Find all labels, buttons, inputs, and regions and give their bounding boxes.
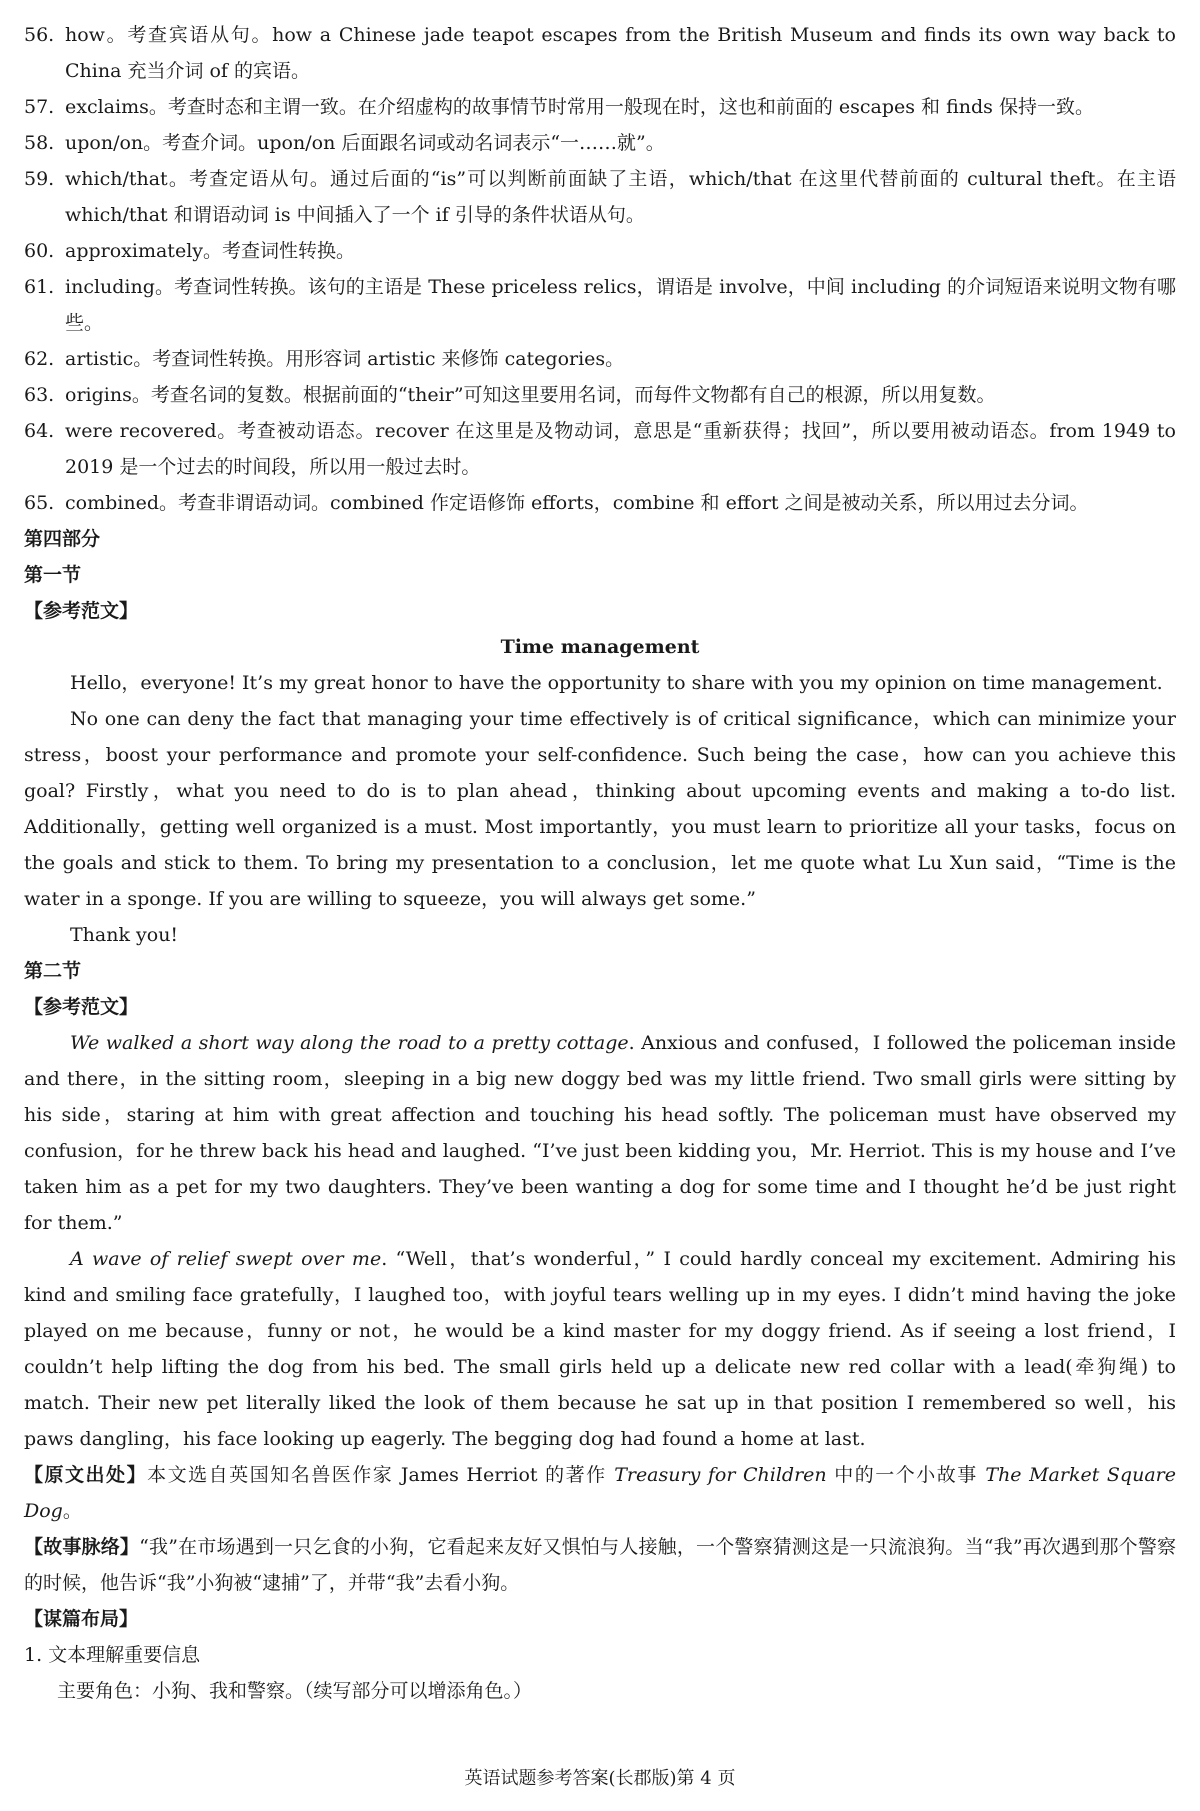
- answer-item-64: [24, 413, 1176, 485]
- item-number: 65.: [24, 492, 55, 514]
- item-text: how。考查宾语从句。how a Chinese jade teapot escapes from the British Museum and finds its own way back to China 充当介词 of 的宾语。: [65, 24, 1176, 82]
- answer-item-61: [24, 269, 1176, 341]
- source-book-title: Treasury for Children: [614, 1464, 827, 1486]
- layout-point-1: 1. 文本理解重要信息: [24, 1644, 201, 1666]
- story-paragraph-1: [24, 1025, 1176, 1241]
- essay-paragraph-1: Hello，everyone! It’s my great honor to have the opportunity to share with you my opinion on time management.: [70, 672, 1163, 694]
- answer-item-63: [24, 377, 1176, 413]
- item-number: 62.: [24, 348, 55, 370]
- essay-paragraph-2: No one can deny the fact that managing your time effectively is of critical significance，which can minimize your stress，boost your performance and promote your self-confidence. Such being the case，how can you achieve this goal? Firstly，what you need to do is to plan ahead，thinking about upcoming events and making a to-do list. Additionally，getting well organized is a must. Most importantly，you must learn to prioritize all your tasks，focus on the goals and stick to them. To bring my presentation to a conclusion，let me quote what Lu Xun said，“Time is the water in a sponge. If you are willing to squeeze，you will always get some.”: [24, 708, 1177, 910]
- sample-label-1: 【参考范文】: [24, 600, 139, 622]
- item-text: combined。考查非谓语动词。combined 作定语修饰 efforts，combine 和 effort 之间是被动关系，所以用过去分词。: [65, 492, 1089, 514]
- item-text: approximately。考查词性转换。: [65, 240, 356, 262]
- story-paragraph-2: [24, 1241, 1176, 1457]
- sample-label-2: 【参考范文】: [24, 996, 139, 1018]
- answer-item-56: [24, 17, 1176, 89]
- story-lead-sentence-1: We walked a short way along the road to a pretty cottage: [70, 1032, 629, 1054]
- item-text: origins。考查名词的复数。根据前面的“their”可知这里要用名词，而每件文物都有自己的根源，所以用复数。: [65, 384, 996, 406]
- item-text: exclaims。考查时态和主谓一致。在介绍虚构的故事情节时常用一般现在时，这也和前面的 escapes 和 finds 保持一致。: [65, 96, 1094, 118]
- source-story-title: The Market Square Dog: [24, 1464, 1176, 1522]
- essay-paragraph-3: Thank you!: [70, 924, 179, 946]
- section-heading-2: 第二节: [24, 960, 82, 982]
- answer-item-59: [24, 161, 1176, 233]
- layout-point-1-detail: 主要角色：小狗、我和警察。（续写部分可以增添角色。）: [57, 1680, 533, 1702]
- source-text-a: 本文选自英国知名兽医作家 James Herriot 的著作: [147, 1464, 615, 1486]
- item-number: 63.: [24, 384, 55, 406]
- item-number: 61.: [24, 276, 55, 298]
- answer-item-60: [24, 233, 1176, 269]
- item-number: 64.: [24, 420, 55, 442]
- answer-item-57: [24, 89, 1176, 125]
- item-text: which/that。考查定语从句。通过后面的“is”可以判断前面缺了主语，which/that 在这里代替前面的 cultural theft。在主语 which/that 和谓语动词 is 中间插入了一个 if 引导的条件状语从句。: [65, 168, 1176, 226]
- story-lead-sentence-2: A wave of relief swept over me: [70, 1248, 382, 1270]
- page-footer: 英语试题参考答案(长郡版)第 4 页: [464, 1768, 736, 1789]
- source-note: [24, 1457, 1176, 1529]
- item-number: 59.: [24, 168, 55, 190]
- item-text: were recovered。考查被动语态。recover 在这里是及物动词，意思是“重新获得；找回”，所以要用被动语态。from 1949 to 2019 是一个过去的时间段，所以用一般过去时。: [65, 420, 1176, 478]
- plot-text: “我”在市场遇到一只乞食的小狗，它看起来友好又惧怕与人接触，一个警察猜测这是一只流浪狗。当“我”再次遇到那个警察的时候，他告诉“我”小狗被“逮捕”了，并带“我”去看小狗。: [24, 1536, 1176, 1594]
- answer-item-62: [24, 341, 1176, 377]
- answer-item-58: [24, 125, 1176, 161]
- item-text: including。考查词性转换。该句的主语是 These priceless relics，谓语是 involve，中间 including 的介词短语来说明文物有哪些。: [65, 276, 1176, 334]
- item-number: 56.: [24, 24, 55, 46]
- essay-title: Time management: [500, 636, 700, 658]
- item-number: 60.: [24, 240, 55, 262]
- answer-item-65: [24, 485, 1176, 521]
- item-text: artistic。考查词性转换。用形容词 artistic 来修饰 categories。: [65, 348, 625, 370]
- part-heading: 第四部分: [24, 528, 101, 550]
- source-text-c: 。: [62, 1500, 82, 1522]
- item-text: upon/on。考查介词。upon/on 后面跟名词或动名词表示“一……就”。: [65, 132, 665, 154]
- plot-note: [24, 1529, 1176, 1601]
- story-body-1: . Anxious and confused，I followed the policeman inside and there，in the sitting room，sleeping in a big new doggy bed was my little friend. Two small girls were sitting by his side，staring at him with great affection and touching his head softly. The policeman must have observed my confusion，for he threw back his head and laughed. “I’ve just been kidding you，Mr. Herriot. This is my house and I’ve taken him as a pet for my two daughters. They’ve been wanting a dog for some time and I thought he’d be just right for them.”: [24, 1032, 1176, 1234]
- answer-list: [24, 17, 1176, 521]
- layout-label: 【谋篇布局】: [24, 1608, 139, 1630]
- item-number: 57.: [24, 96, 55, 118]
- plot-label: 【故事脉络】: [24, 1536, 140, 1558]
- page-content: [24, 17, 1176, 1709]
- source-text-b: 中的一个小故事: [826, 1464, 986, 1486]
- source-label: 【原文出处】: [24, 1464, 148, 1486]
- item-number: 58.: [24, 132, 55, 154]
- section-heading-1: 第一节: [24, 564, 82, 586]
- story-body-2: . “Well，that’s wonderful，” I could hardly conceal my excitement. Admiring his kind and smiling face gratefully，I laughed too，with joyful tears welling up in my eyes. I didn’t mind having the joke played on me because，funny or not，he would be a kind master for my doggy friend. As if seeing a lost friend，I couldn’t help lifting the dog from his bed. The small girls held up a delicate new red collar with a lead(牵狗绳) to match. Their new pet literally liked the look of them because he sat up in that position I remembered so well，his paws dangling，his face looking up eagerly. The begging dog had found a home at last.: [24, 1248, 1176, 1450]
